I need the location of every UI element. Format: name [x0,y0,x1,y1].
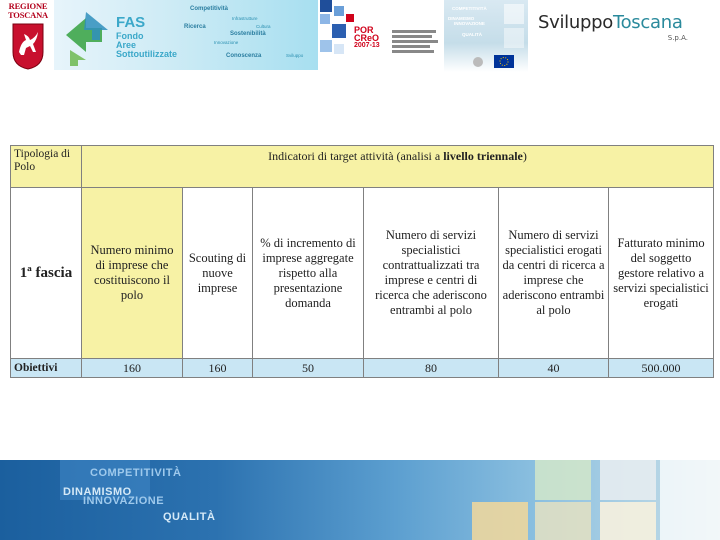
footer-word: COMPETITIVITÀ [90,467,182,479]
fas-subtitle-line: Aree [116,40,137,50]
target-indicators-table [10,145,714,378]
indicator-cell: Numero di servizi specialistici contrattualizzati tra imprese e centri di ricerca che aderiscono entrambi al polo [364,188,499,359]
footer-banner [0,460,720,540]
sviluppo-toscana-logo [538,12,708,52]
header-text-prefix: Indicatori di target attività (analisi a [268,149,444,163]
indicator-cell: Numero minimo di imprese che costituiscono il polo [82,188,183,359]
footer-tile [535,502,591,540]
indicator-cell: Fatturato minimo del soggetto gestore relativo a servizi specialistici erogati [609,188,714,359]
fas-subtitle [116,32,177,59]
footer-tile [535,460,591,500]
footer-word: QUALITÀ [163,511,216,523]
por-right-panel [444,0,528,72]
fas-keyword: Ricerca [184,24,206,30]
objective-value-cell: 50 [253,359,364,378]
fas-keyword: Innovazione [214,40,239,45]
objective-value-cell: 80 [364,359,499,378]
italy-emblem-icon [470,56,486,68]
fas-title: FAS [116,14,146,31]
indicators-header-cell [82,146,714,188]
indicator-cell: Scouting di nuove imprese [183,188,253,359]
objective-value-cell: 40 [499,359,609,378]
fas-keyword: Sviluppo [286,53,304,58]
table-header-row [11,146,714,188]
indicator-cell: Numero di servizi specialistici erogati da centri di ricerca a imprese che aderiscono entrambi al polo [499,188,609,359]
fas-keyword: Infrastrutture [232,16,258,21]
tipologia-header-cell: Tipologia di Polo [11,146,82,188]
fascia-cell: 1ª fascia [11,188,82,359]
por-word: QUALITÀ [462,32,482,37]
por-title-line: POR [354,25,374,35]
header-text-suffix: ) [522,149,527,163]
por-title [354,26,379,42]
pegasus-shield-icon [11,22,45,70]
por-word: COMPETITIVITÀ [452,6,487,11]
footer-tile [600,502,656,540]
fas-subtitle-line: Sottoutilizzate [116,49,177,59]
fas-keyword: Cultura [256,24,271,29]
por-title-line: CReO [354,33,380,43]
header-bar [0,0,720,78]
regione-toscana-text: REGIONE TOSCANA [7,1,48,20]
footer-word: INNOVAZIONE [83,495,165,507]
objective-value-cell: 160 [82,359,183,378]
fas-keyword: Sostenibilità [230,31,266,37]
regione-toscana-logo [4,2,52,76]
fas-subtitle-line: Fondo [116,31,144,41]
por-word: INNOVAZIONE [454,21,485,26]
objective-value-cell: 500.000 [609,359,714,378]
footer-tile [660,460,720,540]
objectives-row [11,359,714,378]
header-text-bold: livello triennale [443,149,523,163]
footer-tile [472,502,528,540]
objectives-label-cell: Obiettivi [11,359,82,378]
toscana-word: Toscana [612,12,683,33]
fas-banner [54,0,318,70]
objective-value-cell: 160 [183,359,253,378]
spa-suffix: S.p.A. [667,34,688,42]
por-description-lines [392,30,438,53]
eu-flag-icon [494,55,514,68]
por-creo-banner [320,0,528,72]
por-word: DINAMISMO [448,16,475,21]
por-years: 2007-13 [354,42,380,49]
fas-arrows-icon [56,0,116,70]
indicator-cell: % di incremento di imprese aggregate rispetto alla presentazione domanda [253,188,364,359]
footer-tile [600,460,656,500]
sviluppo-toscana-wordmark [538,12,708,33]
fas-keyword: Conoscenza [226,53,262,59]
table-row [11,188,714,359]
sviluppo-word: Sviluppo [538,12,613,33]
fas-keyword: Competitività [190,6,229,12]
footer-word: DINAMISMO [63,486,132,498]
